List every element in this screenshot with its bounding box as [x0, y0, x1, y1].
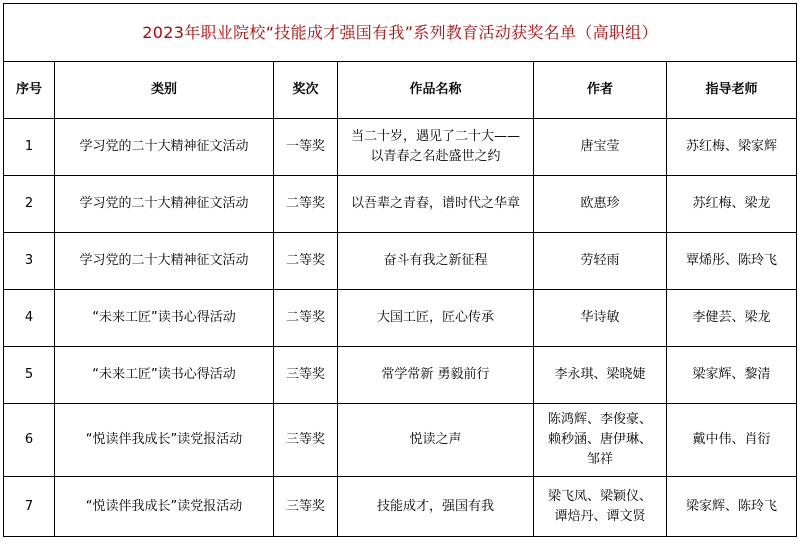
- cell-author-line: 李永琪、梁晓婕: [554, 367, 646, 382]
- cell-advisor: 梁家辉、黎清: [667, 347, 797, 404]
- cell-advisor: 梁家辉、陈玲飞: [667, 477, 797, 537]
- cell-work: [338, 347, 534, 404]
- cell-work-line: 常学常新 勇毅前行: [381, 367, 490, 382]
- cell-work: [338, 477, 534, 537]
- table-row: [4, 347, 797, 404]
- cell-author-line: 华诗敏: [580, 310, 620, 325]
- cell-category: “悦读伴我成长”读党报活动: [55, 404, 274, 477]
- cell-work-line: 奋斗有我之新征程: [383, 253, 488, 268]
- cell-author-line: 谭焙丹、谭文贤: [554, 508, 646, 524]
- cell-work: [338, 119, 534, 176]
- cell-award: 三等奖: [274, 347, 338, 404]
- cell-category: 学习党的二十大精神征文活动: [55, 119, 274, 176]
- cell-work-line: 以吾辈之青春，谱时代之华章: [350, 196, 520, 211]
- cell-work-line: 悦读之声: [409, 432, 462, 447]
- cell-category: “悦读伴我成长”读党报活动: [55, 477, 274, 537]
- header-award: 奖次: [274, 62, 338, 119]
- table-row: [4, 290, 797, 347]
- cell-author: [534, 119, 667, 176]
- table-row: [4, 404, 797, 477]
- cell-award: 三等奖: [274, 404, 338, 477]
- header-row: [4, 62, 797, 119]
- header-work: 作品名称: [338, 62, 534, 119]
- awards-table: [3, 3, 797, 537]
- header-no: 序号: [4, 62, 55, 119]
- cell-author-line: 邹祥: [586, 452, 613, 467]
- cell-award: 二等奖: [274, 176, 338, 233]
- cell-work: [338, 176, 534, 233]
- header-author: 作者: [534, 62, 667, 119]
- cell-author-line: 唐宝莹: [580, 139, 620, 154]
- cell-work-line: 当二十岁，遇见了二十大——: [350, 129, 520, 144]
- cell-no: 3: [4, 233, 55, 290]
- cell-work: [338, 290, 534, 347]
- cell-author-line: 梁飞凤、梁颖仪、: [547, 488, 652, 504]
- cell-no: 2: [4, 176, 55, 233]
- table-row: [4, 233, 797, 290]
- cell-author: [534, 404, 667, 477]
- cell-work-line: 以青春之名赴盛世之约: [370, 149, 501, 164]
- cell-author-line: 欧惠珍: [580, 196, 620, 211]
- cell-work-line: 大国工匠，匠心传承: [376, 310, 494, 325]
- cell-no: 6: [4, 404, 55, 477]
- table-row: [4, 176, 797, 233]
- cell-award: 二等奖: [274, 290, 338, 347]
- table-row: [4, 119, 797, 176]
- header-category: 类别: [55, 62, 274, 119]
- cell-advisor: 苏红梅、梁家辉: [667, 119, 797, 176]
- cell-no: 7: [4, 477, 55, 537]
- cell-work-line: 技能成才，强国有我: [376, 498, 494, 514]
- cell-award: 二等奖: [274, 233, 338, 290]
- cell-advisor: 覃烯彤、陈玲飞: [667, 233, 797, 290]
- cell-author: [534, 290, 667, 347]
- cell-work: [338, 404, 534, 477]
- cell-category: 学习党的二十大精神征文活动: [55, 233, 274, 290]
- table-title: 2023年职业院校“技能成才强国有我”系列教育活动获奖名单（高职组）: [4, 4, 797, 62]
- cell-author: [534, 176, 667, 233]
- cell-category: “未来工匠”读书心得活动: [55, 347, 274, 404]
- cell-award: 一等奖: [274, 119, 338, 176]
- cell-author-line: 赖秒涵、唐伊琳、: [547, 432, 652, 447]
- header-advisor: 指导老师: [667, 62, 797, 119]
- cell-author-line: 陈鸿辉、李俊豪、: [547, 412, 652, 427]
- cell-category: “未来工匠”读书心得活动: [55, 290, 274, 347]
- cell-category: 学习党的二十大精神征文活动: [55, 176, 274, 233]
- cell-advisor: 李健芸、梁龙: [667, 290, 797, 347]
- cell-author: [534, 347, 667, 404]
- cell-author-line: 劳轻雨: [580, 253, 620, 268]
- cell-no: 5: [4, 347, 55, 404]
- cell-advisor: 苏红梅、梁龙: [667, 176, 797, 233]
- cell-author: [534, 233, 667, 290]
- table-row: [4, 477, 797, 537]
- cell-no: 4: [4, 290, 55, 347]
- cell-advisor: 戴中伟、肖衍: [667, 404, 797, 477]
- cell-no: 1: [4, 119, 55, 176]
- title-row: [4, 4, 797, 62]
- cell-work: [338, 233, 534, 290]
- cell-award: 三等奖: [274, 477, 338, 537]
- cell-author: [534, 477, 667, 537]
